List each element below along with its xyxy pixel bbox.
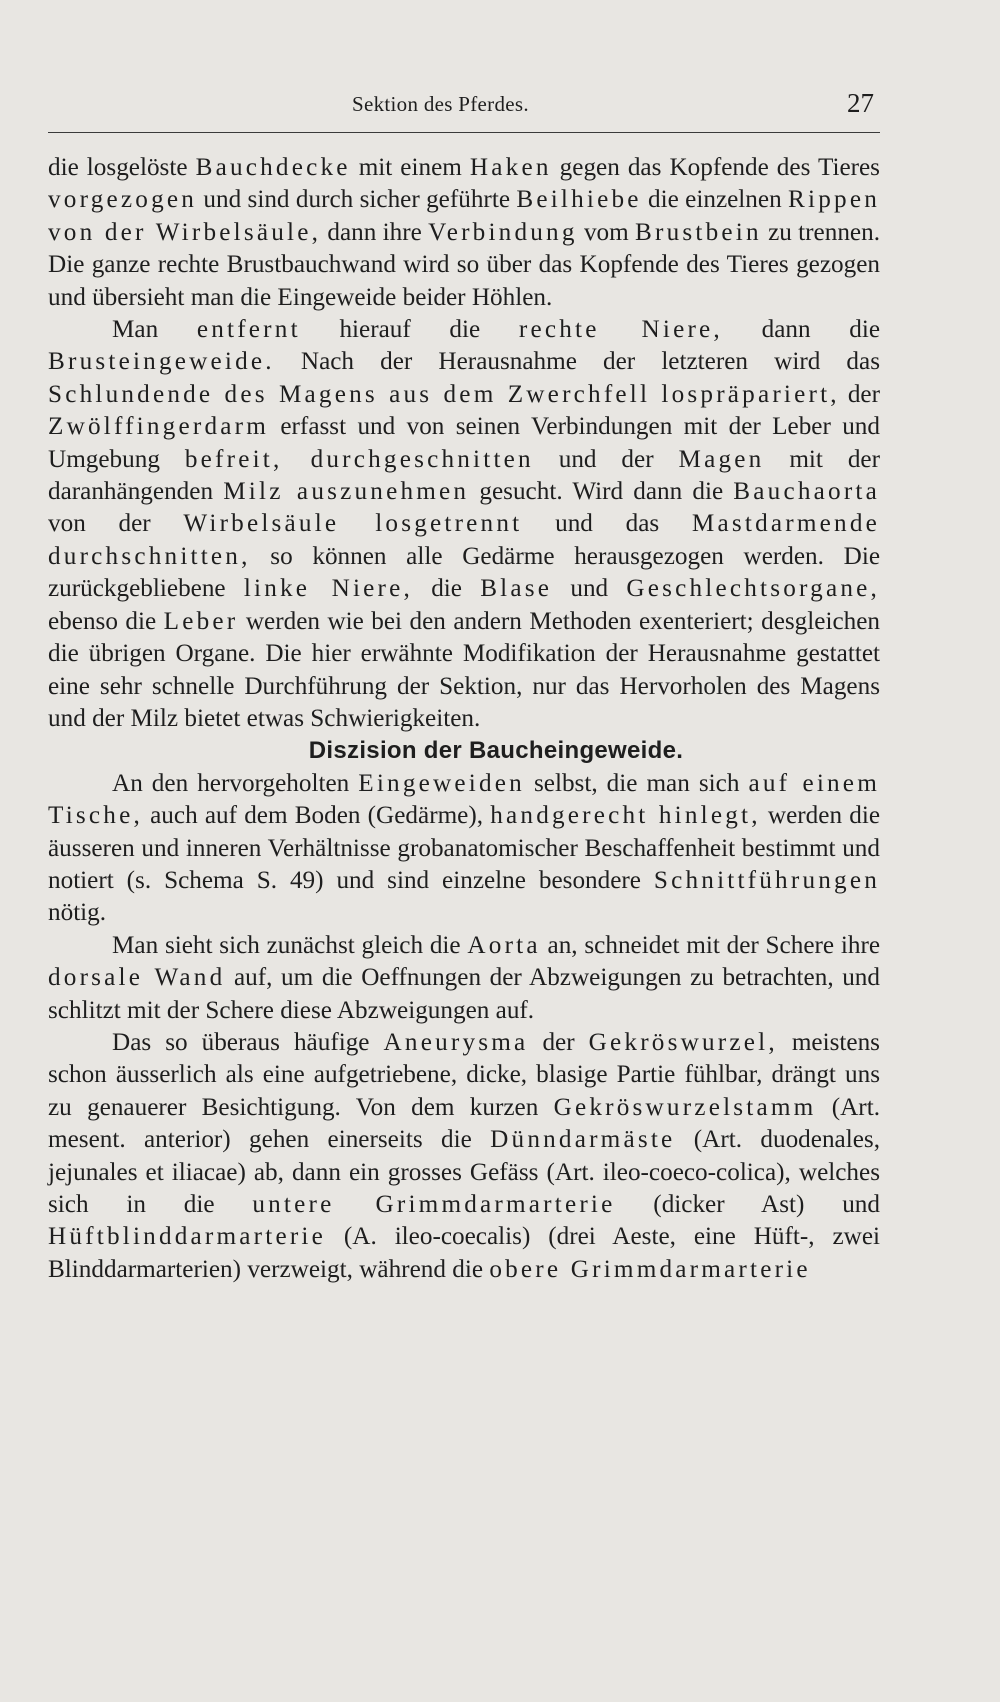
spaced-term: Zwölffingerdarm [48, 413, 269, 441]
text-run: Das so überaus häufige [112, 1028, 384, 1056]
spaced-term: Gekröswurzel, [588, 1028, 778, 1056]
text-run: ebenso die [48, 607, 164, 635]
spaced-term: Beilhiebe [516, 186, 642, 214]
text-run: so können alle Gedärme herausgezogen werden. Die zurückgebliebene [48, 542, 880, 603]
text-run: zu trennen. Die ganze rechte Brustbauchwand wird so über das Kopfende des Tieres gezogen und übersieht man die Eingeweide beider Höhlen. [48, 218, 880, 311]
spaced-term: Leber [163, 607, 239, 635]
spaced-term: Haken [469, 154, 552, 181]
text-run: auch auf dem Boden (Gedärme), [142, 802, 491, 830]
text-run: gesucht. Wird dann die [469, 478, 734, 506]
spaced-term: rechte Niere, [518, 316, 723, 344]
text-run: die [413, 575, 481, 603]
spaced-term: Geschlechtsorgane, [626, 575, 880, 603]
spaced-term: Schnittführungen [653, 866, 880, 894]
text-run: und das [522, 510, 692, 538]
paragraph-4 [48, 930, 880, 1027]
text-run: von der [48, 510, 184, 538]
text-run: Nach der Herausnahme der letzteren wird das [274, 348, 880, 376]
spaced-term: Wirbelsäule losgetrennt [183, 510, 523, 538]
text-run: und sind durch sicher geführte [197, 186, 517, 214]
text-run: und der [533, 445, 679, 473]
spaced-term: Brustbein [635, 218, 762, 246]
spaced-term: dorsale Wand [48, 964, 226, 992]
text-run: selbst, die man sich [524, 769, 749, 797]
spaced-term: Eingeweiden [358, 769, 525, 797]
spaced-term: handgerecht hinlegt, [490, 802, 761, 830]
spaced-term: Dünndarmäste [490, 1126, 676, 1154]
spaced-term: Aneurysma [383, 1028, 529, 1056]
text-run: nötig. [48, 899, 107, 927]
text-run: (Art. duodenales, jejunales et iliacae) ab, dann ein grosses Gefäss (Art. ileo-coeco-colica), welches sich in die [48, 1126, 881, 1218]
spaced-term: Gekröswurzelstamm [553, 1093, 817, 1121]
text-run: meistens schon äusserlich als eine aufgetriebene, dicke, blasige Partie fühlbar, drängt uns zu genauerer Besichtigung. Von dem kurzen [48, 1028, 880, 1121]
text-run: auf, um die Oeffnungen der Abzweigungen zu betrachten, und schlitzt mit der Schere diese Abzweigungen auf. [48, 964, 880, 1024]
text-run: der [528, 1028, 589, 1056]
spaced-term: befreit, durchgeschnitten [184, 445, 534, 473]
section-heading: Diszision der Baucheingeweide. [308, 737, 684, 765]
spaced-term: auf einem Tische, [48, 769, 880, 830]
spaced-term: untere Grimmdarmarterie [252, 1191, 616, 1218]
page-header [48, 88, 880, 133]
spaced-term: Brusteingeweide. [48, 348, 275, 376]
text-run: die einzelnen [641, 186, 789, 214]
spaced-term: vorgezogen [48, 186, 198, 214]
text-run: Man [112, 316, 197, 344]
text-run: dann ihre [321, 218, 429, 246]
paragraph-1 [48, 152, 880, 314]
spaced-term: Hüftblinddarmarterie [48, 1223, 327, 1251]
text-run: werden die äusseren und inneren Verhältnisse grobanatomischer Beschaffenheit bestimmt und notiert (s. Schema S. 49) und sind einzelne besondere [48, 802, 880, 894]
spaced-term: Mastdarmende durchschnitten, [48, 510, 880, 570]
page-body [48, 152, 880, 1286]
text-run: An den hervorgeholten [112, 769, 359, 797]
text-run: (A. ileo-coecalis) (drei Aeste, eine Hüft-, zwei Blinddarmarterien) verzweigt, während die [48, 1223, 880, 1283]
text-run: vom [577, 218, 636, 246]
paragraph-2 [48, 314, 880, 735]
text-run: gegen das Kopfende des Tieres [551, 154, 880, 181]
text-run: der [839, 380, 880, 408]
spaced-term: Schlundende des Magens aus dem Zwerchfell lospräpariert, [48, 380, 840, 408]
text-run: an, schneidet mit der Schere ihre [540, 931, 881, 959]
text-run: dann die [722, 316, 881, 344]
running-head: Sektion des Pferdes. [352, 92, 529, 116]
text-run: mit einem [350, 154, 470, 181]
paragraph-3 [48, 768, 880, 930]
text-run: hierauf die [300, 316, 519, 344]
spaced-term: Verbindung [428, 218, 578, 246]
spaced-term: Bauchaorta [733, 478, 880, 506]
spaced-term: Bauchdecke [195, 154, 351, 181]
text-run: werden wie bei den andern Methoden exenteriert; desgleichen die übrigen Organe. Die hier erwähnte Modifikation der Herausnahme gestattet eine sehr schnelle Durchführung der Sektion, nur das Hervorholen des Magens und der Milz bietet etwas Schwierigkeiten. [48, 607, 880, 732]
text-run: erfasst und von seinen Verbindungen mit der Leber und Umgebung [48, 413, 880, 473]
spaced-term: Aorta [467, 931, 541, 959]
page-number: 27 [847, 88, 874, 118]
spaced-term: linke Niere, [243, 575, 414, 603]
text-run: mit der daranhängenden [48, 445, 880, 506]
text-run: (Art. mesent. anterior) gehen einerseits die [48, 1093, 880, 1154]
text-run: die losgelöste [48, 154, 196, 181]
spaced-term: Blase [480, 575, 553, 603]
spaced-term: Rippen von der Wirbelsäule, [48, 186, 880, 246]
paragraph-5 [48, 1027, 880, 1286]
text-run: und [552, 575, 627, 603]
spaced-term: obere Grimmdarmarterie [489, 1255, 811, 1283]
spaced-term: Magen [678, 445, 765, 473]
spaced-term: entfernt [196, 316, 301, 344]
text-run: (dicker Ast) und [615, 1191, 880, 1218]
spaced-term: Milz auszunehmen [223, 478, 470, 506]
text-run: Man sieht sich zunächst gleich die [112, 931, 468, 959]
